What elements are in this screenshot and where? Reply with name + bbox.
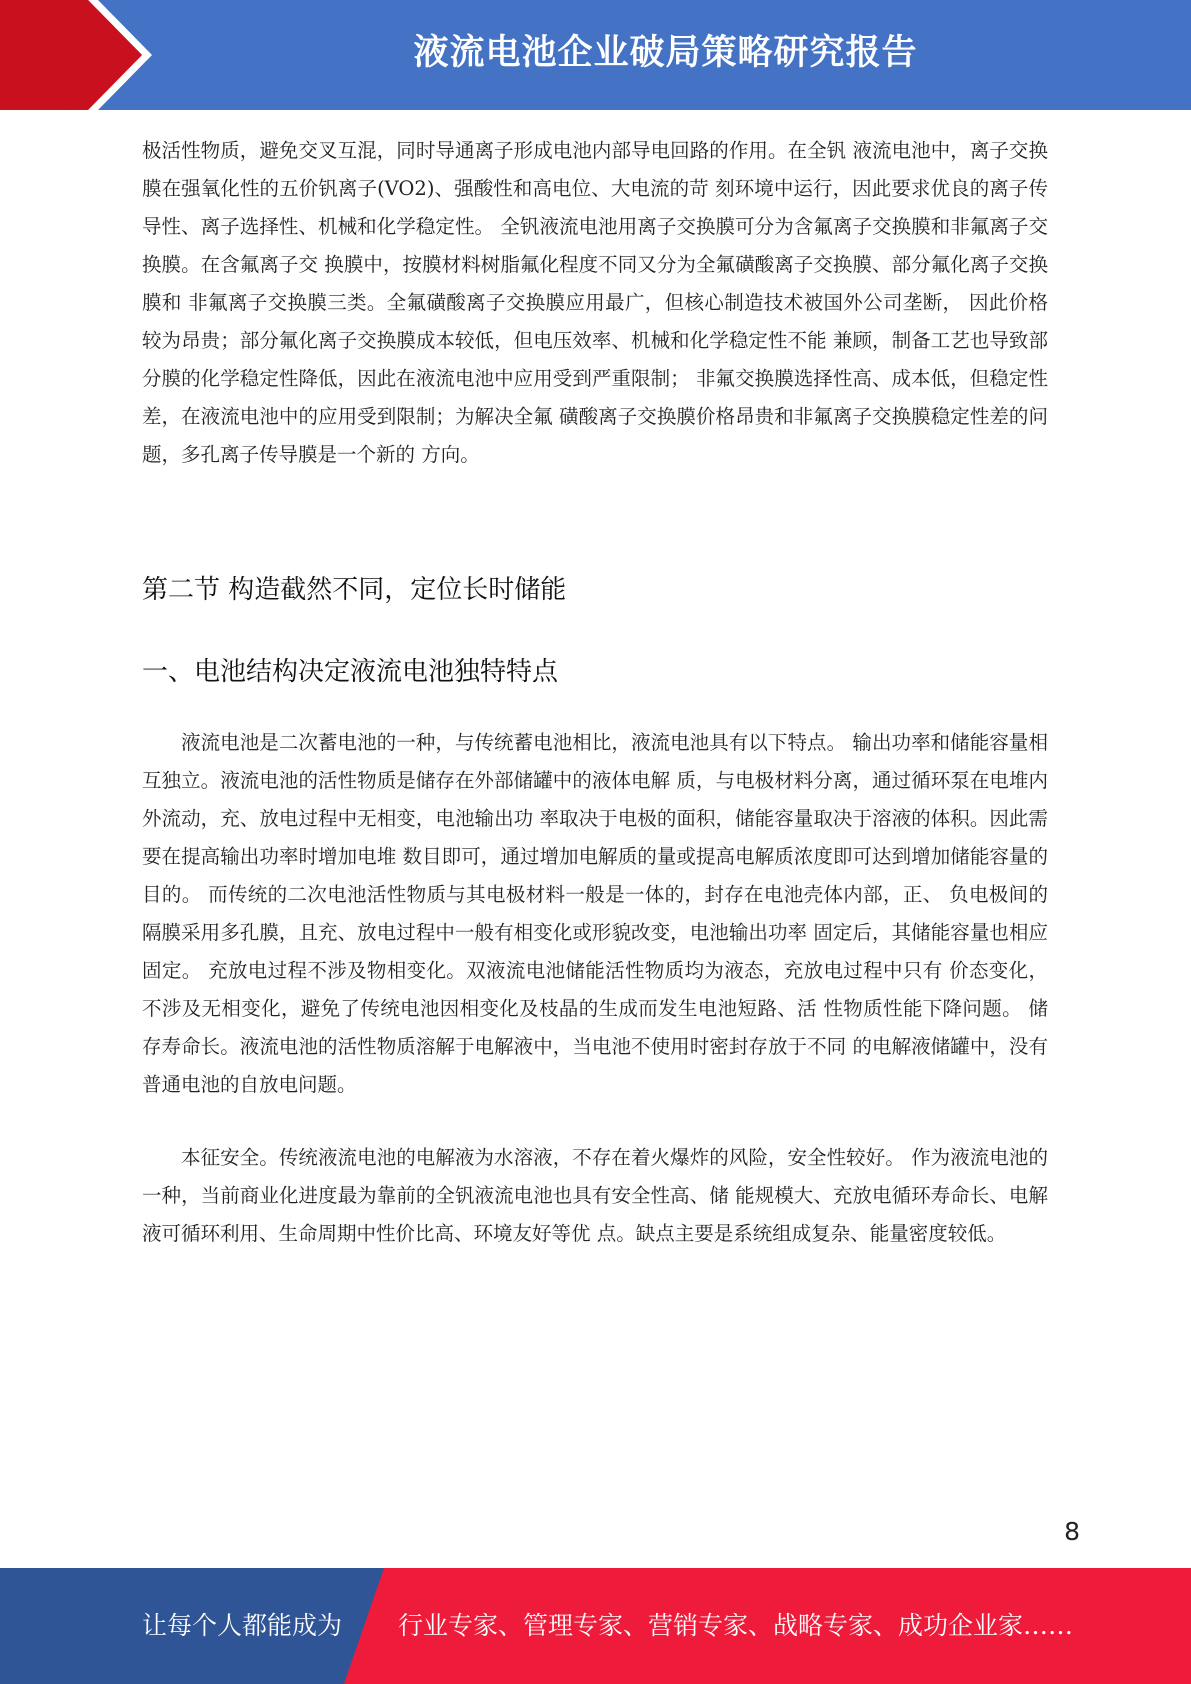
page-footer bbox=[0, 1568, 1191, 1684]
footer-slogan-left: 让每个人都能成为 bbox=[142, 1611, 343, 1640]
page-content bbox=[142, 132, 1048, 1253]
subsection-heading: 一、电池结构决定液流电池独特特点 bbox=[142, 657, 559, 687]
section-heading: 第二节 构造截然不同，定位长时储能 bbox=[142, 575, 567, 605]
report-title: 液流电池企业破局策略研究报告 bbox=[413, 33, 918, 73]
intro-paragraph: 极活性物质，避免交叉互混，同时导通离子形成电池内部导电回路的作用。在全钒 液流电池中，离子交换膜在强氧化性的五价钒离子(VO2)、强酸性和高电位、大电流的苛 刻环境中运行，因此要求优良的离子传导性、离子选择性、机械和化学稳定性。 全钒液流电池用离子交换膜可分为含氟离子交换膜和非氟离子交换膜。在含氟离子交 换膜中，按膜材料树脂氟化程度不同又分为全氟磺酸离子交换膜、部分氟化离子交换膜和 非氟离子交换膜三类。全氟磺酸离子交换膜应用最广，但核心制造技术被国外公司垄断， 因此价格较为昂贵；部分氟化离子交换膜成本较低，但电压效率、机械和化学稳定性不能 兼顾，制备工艺也导致部分膜的化学稳定性降低，因此在液流电池中应用受到严重限制； 非氟交换膜选择性高、成本低，但稳定性差，在液流电池中的应用受到限制；为解决全氟 磺酸离子交换膜价格昂贵和非氟离子交换膜稳定性差的问题，多孔离子传导膜是一个新的 方向。 bbox=[142, 139, 1048, 466]
header-chevron-icon bbox=[0, 0, 160, 110]
footer-slogan-right: 行业专家、管理专家、营销专家、战略专家、成功企业家…… bbox=[398, 1611, 1074, 1640]
page-header bbox=[0, 0, 1191, 110]
body-paragraph-1: 液流电池是二次蓄电池的一种，与传统蓄电池相比，液流电池具有以下特点。 输出功率和储能容量相互独立。液流电池的活性物质是储存在外部储罐中的液体电解 质，与电极材料分离，通过循环泵在电堆内外流动，充、放电过程中无相变，电池输出功 率取决于电极的面积，储能容量取决于溶液的体积。因此需要在提高输出功率时增加电堆 数目即可，通过增加电解质的量或提高电解质浓度即可达到增加储能容量的目的。 而传统的二次电池活性物质与其电极材料一般是一体的，封存在电池壳体内部，正、 负电极间的隔膜采用多孔膜，且充、放电过程中一般有相变化或形貌改变，电池输出功率 固定后，其储能容量也相应固定。 充放电过程不涉及物相变化。双液流电池储能活性物质均为液态，充放电过程中只有 价态变化，不涉及无相变化，避免了传统电池因相变化及枝晶的生成而发生电池短路、活 性物质性能下降问题。 储存寿命长。液流电池的活性物质溶解于电解液中，当电池不使用时密封存放于不同 的电解液储罐中，没有普通电池的自放电问题。 bbox=[142, 731, 1048, 1096]
body-paragraph-2: 本征安全。传统液流电池的电解液为水溶液，不存在着火爆炸的风险，安全性较好。 作为液流电池的一种，当前商业化进度最为靠前的全钒液流电池也具有安全性高、储 能规模大、充放电循环寿命长、电解液可循环利用、生命周期中性价比高、环境友好等优 点。缺点主要是系统组成复杂、能量密度较低。 bbox=[142, 1146, 1048, 1245]
page-number: 8 bbox=[1064, 1517, 1080, 1546]
